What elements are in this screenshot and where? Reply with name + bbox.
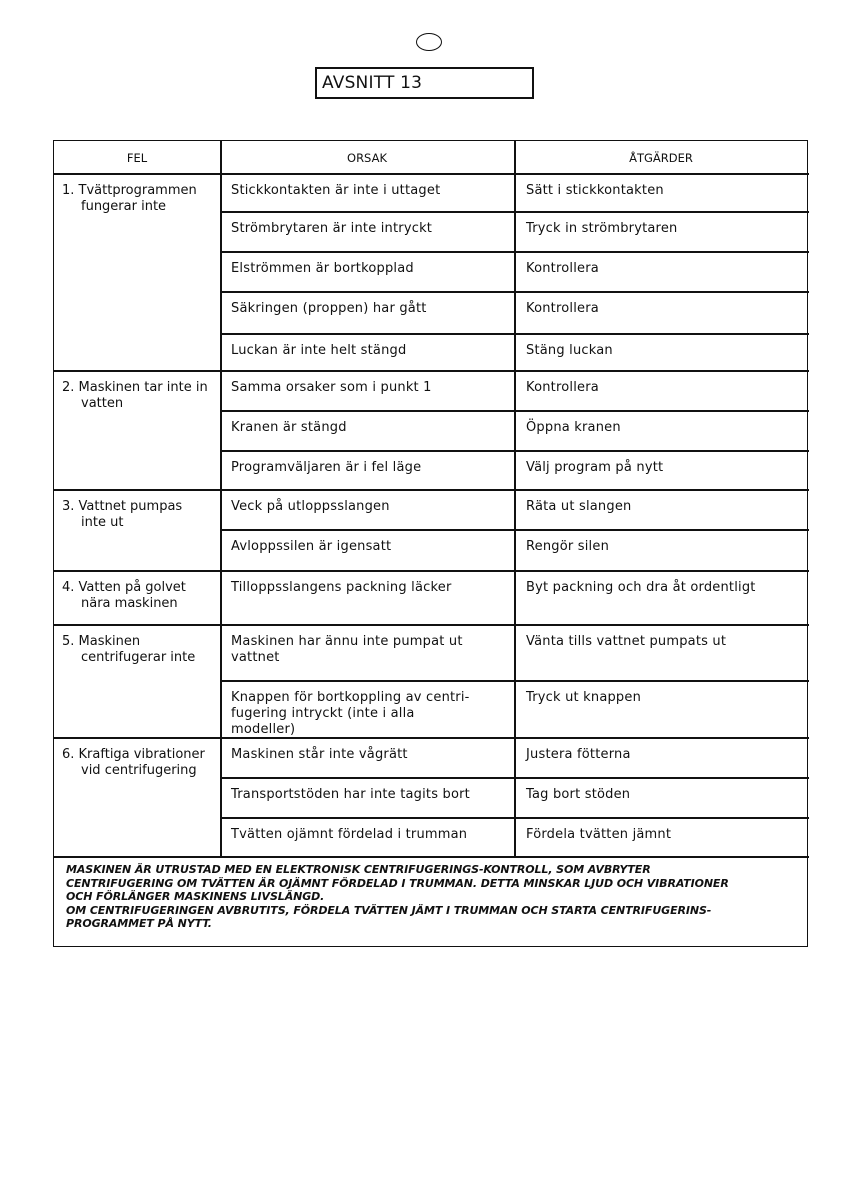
remedy-cell: Justera fötterna	[526, 747, 631, 762]
row-divider	[220, 251, 809, 253]
header-fel: FEL	[126, 151, 148, 165]
remedy-cell: Stäng luckan	[526, 343, 613, 358]
note-line: MASKINEN ÄR UTRUSTAD MED EN ELEKTRONISK CENTRIFUGERINGS-KONTROLL, SOM AVBRYTER	[66, 863, 651, 876]
cause-cell: Säkringen (proppen) har gått	[231, 301, 427, 316]
cause-cell: Programväljaren är i fel läge	[231, 460, 422, 475]
row-divider	[220, 333, 809, 335]
fault-title-cont: centrifugerar inte	[81, 650, 196, 665]
cause-cell: Tvätten ojämnt fördelad i trumman	[231, 827, 468, 842]
group-divider	[54, 370, 809, 372]
column-divider-2	[514, 141, 516, 857]
cause-cell: Avloppssilen är igensatt	[231, 539, 392, 554]
fault-title: 6. Kraftiga vibrationer	[62, 747, 205, 762]
row-divider	[220, 529, 809, 531]
cause-cell: Stickkontakten är inte i uttaget	[231, 183, 441, 198]
row-divider	[220, 777, 809, 779]
fault-cell	[62, 183, 222, 215]
remedy-cell: Tag bort stöden	[526, 787, 631, 802]
fault-title: 2. Maskinen tar inte in	[62, 380, 208, 395]
warning-note	[66, 863, 796, 931]
remedy-cell: Vänta tills vattnet pumpats ut	[526, 634, 727, 649]
cause-cell: Maskinen står inte vågrätt	[231, 747, 408, 762]
remedy-cell: Tryck ut knappen	[526, 690, 642, 705]
fault-title: 1. Tvättprogrammen	[62, 183, 197, 198]
cause-cell: Samma orsaker som i punkt 1	[231, 380, 432, 395]
remedy-cell: Tryck in strömbrytaren	[526, 221, 678, 236]
group-divider	[54, 570, 809, 572]
cause-cell: Maskinen har ännu inte pumpat ut vattnet	[231, 634, 463, 665]
note-divider	[54, 856, 809, 858]
row-divider	[220, 291, 809, 293]
remedy-cell: Välj program på nytt	[526, 460, 664, 475]
note-line: CENTRIFUGERING OM TVÄTTEN ÄR OJÄMNT FÖRDELAD I TRUMMAN. DETTA MINSKAR LJUD OCH VIBRATIONER	[66, 876, 729, 890]
fault-cell	[62, 380, 222, 412]
row-divider	[220, 450, 809, 452]
cause-cell: Elströmmen är bortkopplad	[231, 261, 414, 276]
cause-cell: Tilloppsslangens packning läcker	[231, 580, 452, 595]
fault-cell	[62, 634, 222, 666]
fault-title-cont: vatten	[81, 396, 124, 411]
fault-title: 4. Vatten på golvet	[62, 580, 186, 595]
cause-cell: Transportstöden har inte tagits bort	[231, 787, 470, 802]
remedy-cell: Sätt i stickkontakten	[526, 183, 664, 198]
group-divider	[54, 737, 809, 739]
note-line: PROGRAMMET PÅ NYTT.	[66, 917, 212, 930]
cause-cell: Kranen är stängd	[231, 420, 347, 435]
remedy-cell: Byt packning och dra åt ordentligt	[526, 580, 756, 595]
row-divider	[220, 211, 809, 213]
note-line: OCH FÖRLÄNGER MASKINENS LIVSLÄNGD.	[66, 890, 325, 903]
row-divider	[220, 817, 809, 819]
cause-cell: Luckan är inte helt stängd	[231, 343, 407, 358]
row-divider	[220, 410, 809, 412]
fault-cell	[62, 499, 222, 531]
cause-cell: Veck på utloppsslangen	[231, 499, 390, 514]
remedy-cell: Fördela tvätten jämnt	[526, 827, 672, 842]
remedy-cell: Kontrollera	[526, 301, 599, 316]
fault-title: 3. Vattnet pumpas	[62, 499, 183, 514]
cause-cell: Knappen för bortkoppling av centri-fugering intryckt (inte i alla modeller)	[231, 690, 470, 737]
row-divider	[220, 680, 809, 682]
troubleshooting-table	[53, 140, 808, 947]
group-divider	[54, 624, 809, 626]
remedy-cell: Kontrollera	[526, 261, 599, 276]
header-divider	[54, 173, 809, 175]
cause-cell: Strömbrytaren är inte intryckt	[231, 221, 433, 236]
fault-cell	[62, 580, 222, 612]
section-title: AVSNITT 13	[315, 67, 534, 99]
fault-title-cont: vid centrifugering	[81, 763, 197, 778]
fault-title-cont: inte ut	[81, 515, 124, 530]
header-orsak: ORSAK	[347, 151, 387, 165]
remedy-cell: Räta ut slangen	[526, 499, 632, 514]
fault-title-cont: fungerar inte	[81, 199, 167, 214]
fault-cell	[62, 747, 222, 779]
remedy-cell: Öppna kranen	[526, 420, 621, 435]
remedy-cell: Rengör silen	[526, 539, 610, 554]
note-line: OM CENTRIFUGERINGEN AVBRUTITS, FÖRDELA TVÄTTEN JÄMT I TRUMMAN OCH STARTA CENTRIFUGERINS-	[66, 903, 712, 917]
fault-title: 5. Maskinen	[62, 634, 141, 649]
language-badge-oval	[416, 33, 442, 51]
fault-title-cont: nära maskinen	[81, 596, 178, 611]
header-atgarder: ÅTGÄRDER	[629, 151, 693, 165]
group-divider	[54, 489, 809, 491]
remedy-cell: Kontrollera	[526, 380, 599, 395]
